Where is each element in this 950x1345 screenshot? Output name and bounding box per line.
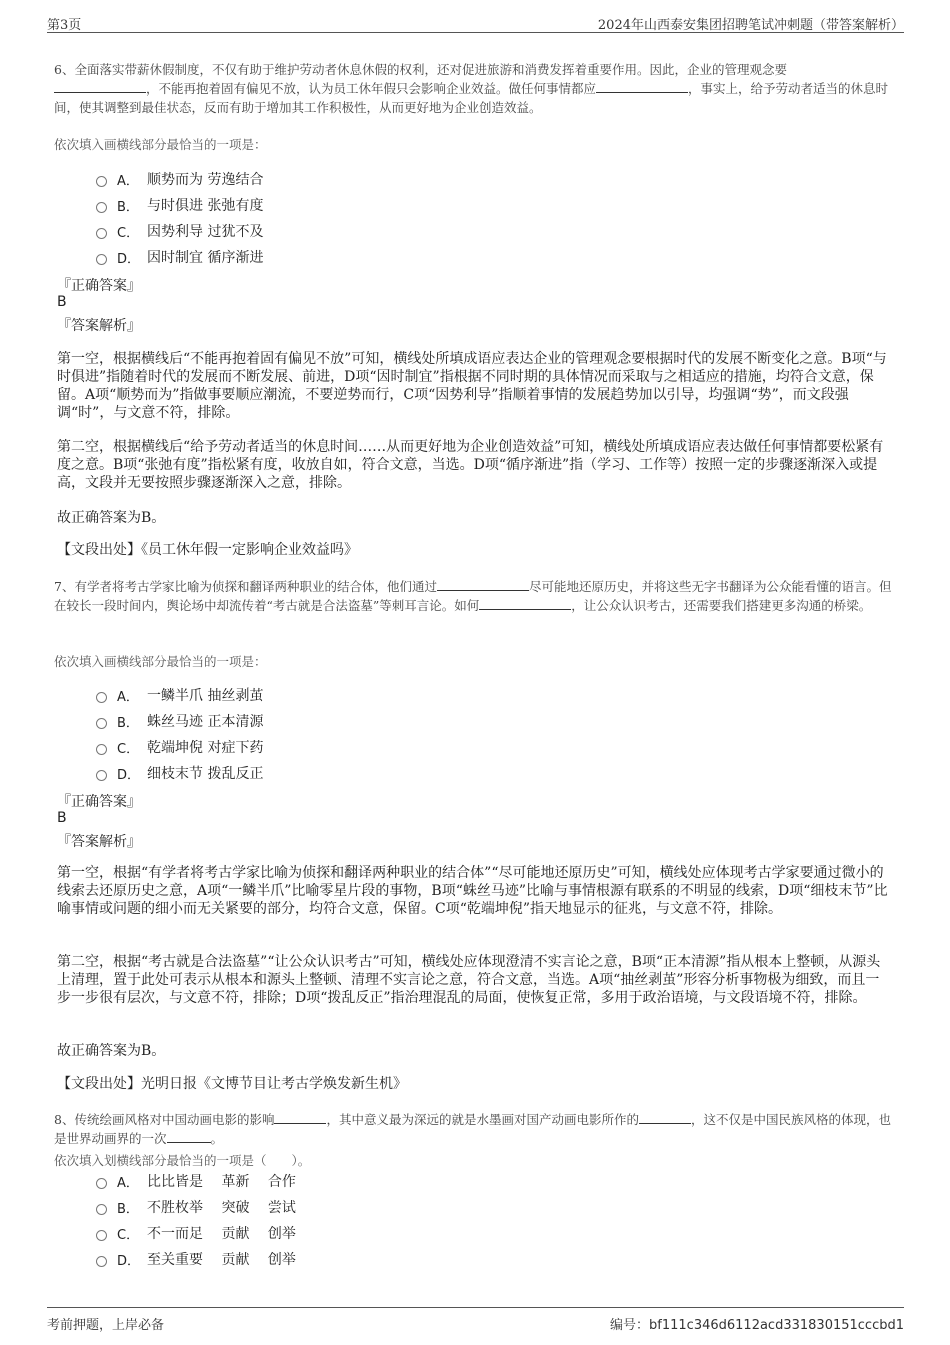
analysis-paragraph: 第一空，根据“有学者将考古学家比喻为侦探和翻译两种职业的结合体”“尽可能地还原历史”可知，横线处应体现考古学家要通过微小的线索去还原历史之意，A项“一鳞半爪”比喻零星片段的事物，B项“蛛丝马迹”比喻与事情根源有联系的不明显的线索，D项“细枝末节”比喻事情或问题的细小而无关紧要的部分，均符合文意，保留。C项“乾端坤倪”指天地显示的征兆，与文意不符，排除。 [57, 865, 888, 917]
radio-icon[interactable] [96, 770, 107, 781]
footer-slogan: 考前押题，上岸必备 [47, 1318, 165, 1333]
analysis-conclusion: 故正确答案为B。 [57, 1043, 166, 1059]
analysis-label: 『答案解析』 [57, 318, 141, 334]
option-a[interactable]: A． 比比皆是 革新 合作 [96, 1168, 296, 1194]
question-7-prompt: 依次填入画横线部分最恰当的一项是： [54, 654, 267, 669]
question-6-stem: 6、全面落实带薪休假制度，不仅有助于维护劳动者休息休假的权利，还对促进旅游和消费发挥着重要作用。因此，企业的管理观念要 ，不能再抱着固有偏见不放，认为员工休年假只会影响企业效益。做任何事情都应 ，事实上，给予劳动者适当的休息时间，使其调整到最佳状态，反而有助于增加其工作积极性，从而更好地为企业创造效益。 [54, 62, 889, 115]
correct-answer-label: 『正确答案』 [57, 278, 141, 294]
option-d[interactable]: D． 细枝末节 拨乱反正 [96, 760, 263, 786]
blank-line [596, 80, 688, 93]
document-code: 编号：bf111c346d6112acd331830151cccbd1 [610, 1318, 904, 1333]
analysis-paragraph: 第二空，根据“考古就是合法盗墓”“让公众认识考古”可知，横线处应体现澄清不实言论之意，B项“正本清源”指从根本上整顿，从源头上清理，置于此处可表示从根本和源头上整顿、清理不实言论之意，符合文意，当选。A项“抽丝剥茧”形容分析事物极为细致，而且一步一步很有层次，与文意不符，排除；D项“拨乱反正”指治理混乱的局面，使恢复正常，多用于政治语境，与文段语境不符，排除。 [57, 954, 881, 1006]
question-6-options [96, 166, 263, 270]
analysis-label: 『答案解析』 [57, 834, 141, 850]
radio-icon[interactable] [96, 1256, 107, 1267]
page-number: 第3页 [47, 18, 82, 33]
question-6-prompt: 依次填入画横线部分最恰当的一项是： [54, 137, 267, 152]
radio-icon[interactable] [96, 202, 107, 213]
blank-line [639, 1111, 691, 1124]
option-d[interactable]: D． 至关重要 贡献 创举 [96, 1246, 296, 1272]
analysis-conclusion: 故正确答案为B。 [57, 510, 166, 526]
correct-answer: B [57, 810, 67, 826]
radio-icon[interactable] [96, 176, 107, 187]
blank-line [479, 597, 571, 610]
radio-icon[interactable] [96, 718, 107, 729]
source-citation: 【文段出处】光明日报《文博节目让考古学焕发新生机》 [57, 1076, 407, 1092]
blank-line [167, 1130, 211, 1143]
analysis-paragraph: 第一空，根据横线后“不能再抱着固有偏见不放”可知，横线处所填成语应表达企业的管理观念要根据时代的发展不断变化之意。B项“与时俱进”指随着时代的发展而不断发展、前进，D项“因时制宜”指根据不同时期的具体情况而采取与之相适应的措施，均符合文意，保留。A项“顺势而为”指做事要顺应潮流，不要逆势而行，C项“因势利导”指顺着事情的发展趋势加以引导，均强调“势”，而文段强调“时”，与文意不符，排除。 [57, 351, 887, 421]
question-8-prompt: 依次填入划横线部分最恰当的一项是（ ）。 [54, 1153, 311, 1168]
blank-line [54, 80, 146, 93]
option-c[interactable]: C． 因势利导 过犹不及 [96, 218, 263, 244]
radio-icon[interactable] [96, 744, 107, 755]
source-citation: 【文段出处】《员工休年假一定影响企业效益吗》 [57, 542, 358, 558]
blank-line [274, 1111, 326, 1124]
option-c[interactable]: C． 乾端坤倪 对症下药 [96, 734, 263, 760]
question-8-stem: 8、传统绘画风格对中国动画电影的影响 ，其中意义最为深远的就是水墨画对国产动画电影所作的 ，这不仅是中国民族风格的体现，也是世界动画界的一次 。 [54, 1112, 891, 1146]
option-d[interactable]: D． 因时制宜 循序渐进 [96, 244, 263, 270]
radio-icon[interactable] [96, 1204, 107, 1215]
radio-icon[interactable] [96, 228, 107, 239]
analysis-paragraph: 第二空，根据横线后“给予劳动者适当的休息时间……从而更好地为企业创造效益”可知，横线处所填成语应表达做任何事情都要松紧有度之意。B项“张弛有度”指松紧有度，收放自如，符合文意，当选。D项“循序渐进”指（学习、工作等）按照一定的步骤逐渐深入或提高，文段并无要按照步骤逐渐深入之意，排除。 [57, 439, 884, 491]
radio-icon[interactable] [96, 254, 107, 265]
question-8-options [96, 1168, 296, 1272]
radio-icon[interactable] [96, 1230, 107, 1241]
page-header [47, 12, 904, 33]
footer-divider [47, 1307, 904, 1308]
option-b[interactable]: B． 与时俱进 张弛有度 [96, 192, 263, 218]
correct-answer: B [57, 294, 67, 310]
correct-answer-label: 『正确答案』 [57, 794, 141, 810]
document-title: 2024年山西泰安集团招聘笔试冲刺题（带答案解析） [597, 18, 904, 33]
radio-icon[interactable] [96, 1178, 107, 1189]
blank-line [437, 578, 529, 591]
option-a[interactable]: A． 顺势而为 劳逸结合 [96, 166, 263, 192]
radio-icon[interactable] [96, 692, 107, 703]
option-c[interactable]: C． 不一而足 贡献 创举 [96, 1220, 296, 1246]
question-7-stem: 7、有学者将考古学家比喻为侦探和翻译两种职业的结合体，他们通过 尽可能地还原历史，并将这些无字书翻译为公众能看懂的语言。但在较长一段时间内，舆论场中却流传着“考古就是合法盗墓”等刺耳言论。如何 ，让公众认识考古，还需要我们搭建更多沟通的桥梁。 [54, 579, 892, 613]
option-b[interactable]: B． 不胜枚举 突破 尝试 [96, 1194, 296, 1220]
option-a[interactable]: A． 一鳞半爪 抽丝剥茧 [96, 682, 263, 708]
option-b[interactable]: B． 蛛丝马迹 正本清源 [96, 708, 263, 734]
question-7-options [96, 682, 263, 786]
